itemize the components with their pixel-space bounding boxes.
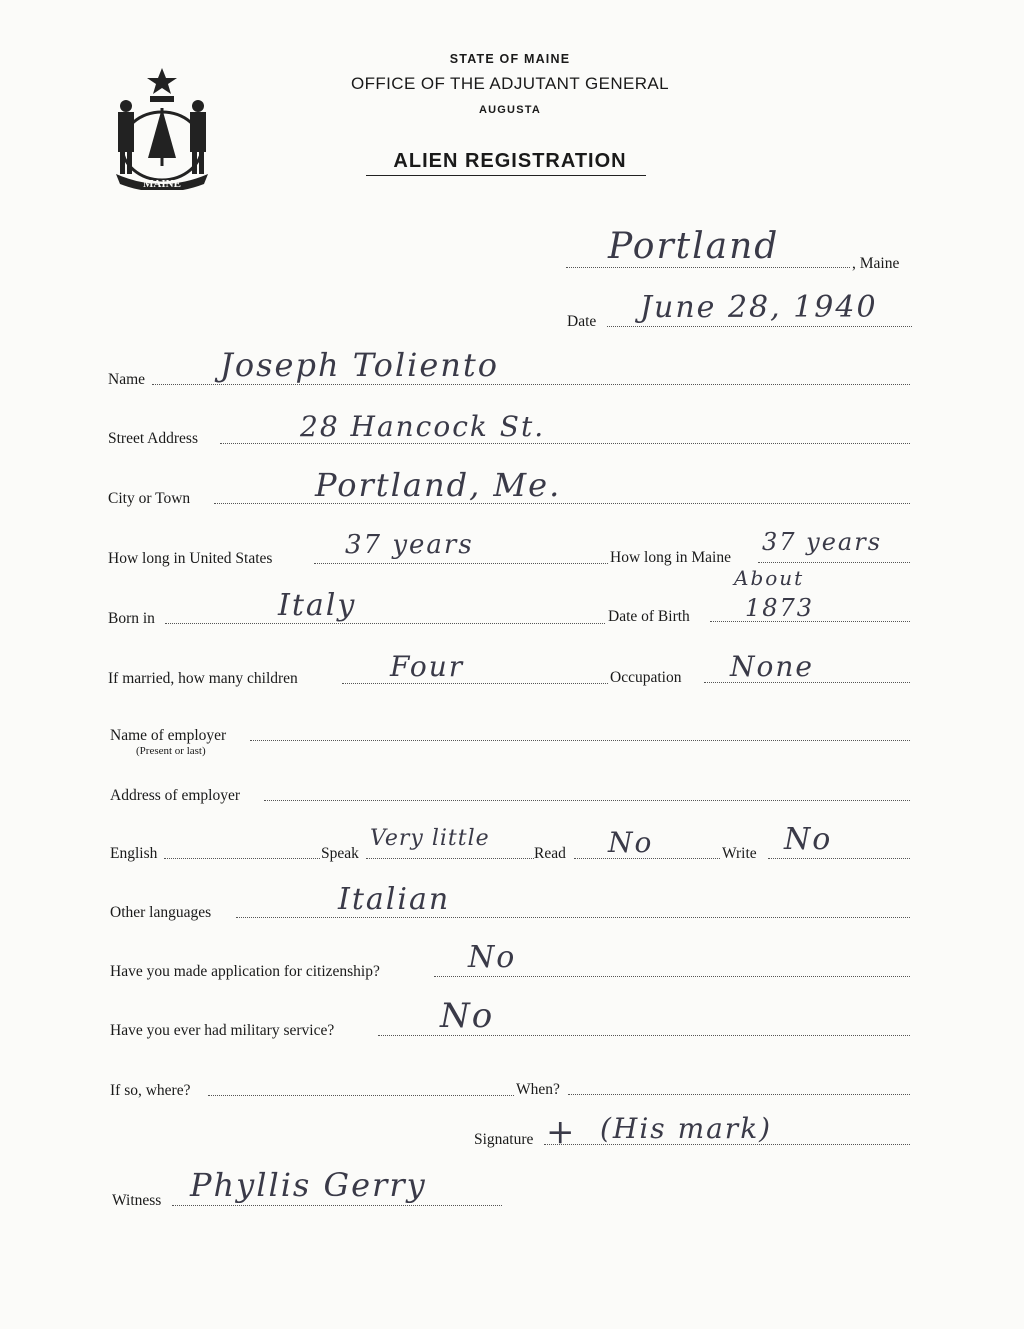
employer-label: Name of employer (110, 727, 227, 744)
us-label: How long in United States (108, 550, 273, 567)
occupation-entry: None (730, 650, 814, 683)
employer-note: (Present or last) (136, 745, 206, 757)
signature-mark: + (546, 1112, 577, 1152)
when-line (568, 1094, 910, 1095)
born-entry: Italy (278, 588, 357, 623)
employer-line (250, 740, 910, 741)
dob-label: Date of Birth (608, 608, 690, 625)
write-entry: No (784, 822, 833, 857)
maine-long-entry: 37 years (762, 528, 883, 556)
date-entry: June 28, 1940 (640, 290, 878, 325)
speak-label: Speak (321, 845, 359, 862)
speak-entry: Very little (370, 826, 490, 851)
citizenship-line (434, 976, 910, 977)
witness-label: Witness (112, 1192, 162, 1209)
other-languages-label: Other languages (110, 904, 212, 921)
dob-note: About (734, 566, 805, 590)
us-entry: 37 years (345, 530, 474, 560)
read-entry: No (608, 826, 654, 859)
name-entry: Joseph Toliento (220, 346, 499, 384)
maine-label: , Maine (852, 255, 900, 272)
date-line (607, 326, 912, 327)
header-city: AUGUSTA (479, 104, 541, 116)
born-line (165, 623, 605, 624)
speak-line (366, 858, 534, 859)
name-line (152, 384, 910, 385)
us-line (314, 563, 608, 564)
city-entry: Portland, Me. (315, 466, 562, 504)
other-languages-line (236, 917, 910, 918)
maine-long-label: How long in Maine (610, 549, 731, 566)
witness-entry: Phyllis Gerry (190, 1166, 427, 1204)
military-label: Have you ever had military service? (110, 1022, 335, 1039)
street-label: Street Address (108, 430, 198, 447)
seal-text: MAINE (143, 178, 181, 190)
signature-label: Signature (474, 1131, 534, 1148)
place-line (566, 267, 850, 268)
street-entry: 28 Hancock St. (300, 410, 546, 443)
signature-note: (His mark) (600, 1112, 773, 1145)
when-label: When? (516, 1081, 560, 1098)
where-label: If so, where? (110, 1082, 191, 1099)
place-entry: Portland (608, 226, 780, 267)
write-label: Write (722, 845, 757, 862)
city-label: City or Town (108, 490, 191, 507)
dob-entry: 1873 (745, 594, 815, 622)
english-label: English (110, 845, 158, 862)
occupation-label: Occupation (610, 669, 682, 686)
read-label: Read (534, 845, 566, 862)
children-line (342, 683, 608, 684)
military-entry: No (440, 996, 495, 1036)
form-title: ALIEN REGISTRATION (393, 150, 627, 172)
children-label: If married, how many children (108, 670, 298, 687)
born-label: Born in (108, 610, 155, 627)
name-label: Name (108, 371, 146, 388)
witness-line (172, 1205, 502, 1206)
english-line (164, 858, 320, 859)
employer-address-line (264, 800, 910, 801)
maine-state-seal-icon (108, 66, 216, 190)
employer-address-label: Address of employer (110, 787, 240, 804)
other-languages-entry: Italian (338, 882, 451, 917)
citizenship-entry: No (468, 940, 517, 975)
header-office: OFFICE OF THE ADJUTANT GENERAL (350, 74, 670, 93)
children-entry: Four (390, 650, 465, 683)
header-state: STATE OF MAINE (449, 52, 571, 66)
date-label: Date (567, 313, 597, 330)
title-underline (366, 175, 646, 176)
citizenship-label: Have you made application for citizenship? (110, 963, 380, 980)
maine-long-line (758, 562, 910, 563)
street-line (220, 443, 910, 444)
write-line (768, 858, 910, 859)
where-line (208, 1095, 514, 1096)
